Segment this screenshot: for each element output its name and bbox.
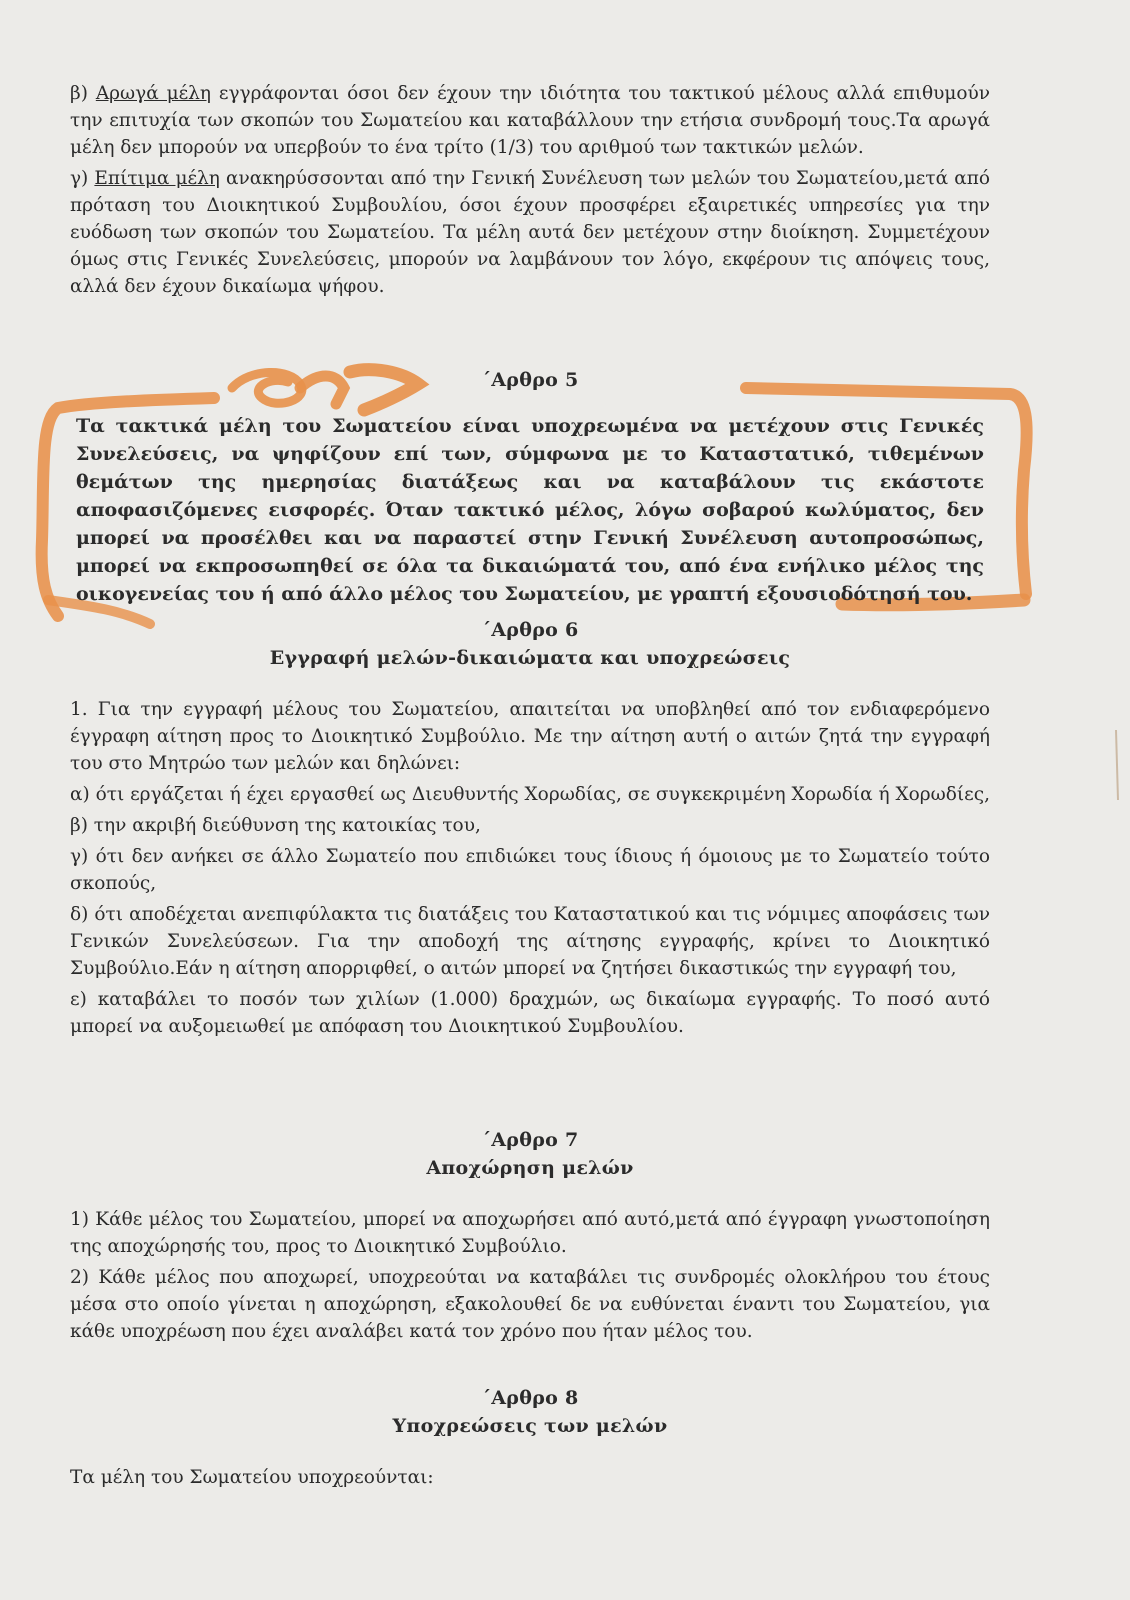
article-5-title: ΄Αρθρο 5 (481, 369, 579, 391)
gamma-label: γ) (70, 168, 89, 189)
article-7-title: ΄Αρθρο 7 (481, 1129, 579, 1151)
article-6-paragraph-1: 1. Για την εγγραφή μέλους του Σωματείου, απαιτείται να υποβληθεί από τον ενδιαφερόμενο έγγραφη αίτηση προς το Διοικητικό Συμβούλιο. Με την αίτηση αυτή ο αιτών ζητά την εγγραφή του στο Μητρώο των μελών και δηλώνει: (70, 699, 990, 774)
article-5-heading (70, 366, 990, 394)
article-7-heading (70, 1126, 990, 1182)
article-6-body (70, 696, 990, 1044)
article-8-title: ΄Αρθρο 8 (481, 1387, 579, 1409)
article-8-heading (70, 1384, 990, 1440)
gamma-text: ανακηρύσσονται από την Γενική Συνέλευση των μελών του Σωματείου,μετά από πρόταση του Διοικητικού Συμβουλίου, όσοι έχουν προσφέρει εξαιρετικές υπηρεσίες για την ευόδωση των σκοπών του Σωματείου. Τα μέλη αυτά δεν μετέχουν στην διοίκηση. Συμμετέχουν όμως στις Γενικές Συνελεύσεις, μπορούν να λαμβάνουν τον λόγο, εκφέρουν τις απόψεις τους, αλλά δεν έχουν δικαίωμα ψήφου. (70, 168, 991, 297)
article-7-subtitle: Αποχώρηση μελών (426, 1157, 634, 1179)
article-6-heading (70, 616, 990, 672)
article-6-item-b: β) την ακριβή διεύθυνση της κατοικίας του, (70, 815, 481, 836)
beta-text: εγγράφονται όσοι δεν έχουν την ιδιότητα του τακτικού μέλους αλλά επιθυμούν την επιτυχία των σκοπών του Σωματείου και καταβάλλουν την ετήσια συνδρομή τους.Τα αρωγά μέλη δεν μπορούν να υπερβούν το ένα τρίτο (1/3) του αριθμού των τακτικών μελών. (70, 83, 990, 158)
article-6-item-d: δ) ότι αποδέχεται ανεπιφύλακτα τις διατάξεις του Καταστατικού και τις νόμιμες αποφάσεις των Γενικών Συνελεύσεων. Για την αποδοχή της αίτησης εγγραφής, κρίνει το Διοικητικό Συμβούλιο.Εάν η αίτηση απορριφθεί, ο αιτών μπορεί να ζητήσει δικαστικώς την εγγραφή του, (70, 904, 990, 979)
article-5-body (76, 412, 984, 612)
gamma-term: Επίτιμα μέλη (94, 168, 220, 189)
member-categories-section (70, 80, 990, 304)
article-6-title: ΄Αρθρο 6 (481, 619, 579, 641)
beta-term: Αρωγά μέλη (95, 83, 211, 104)
paragraph-beta (70, 80, 990, 161)
article-8-intro: Τα μέλη του Σωματείου υποχρεούνται: (70, 1467, 434, 1488)
article-8-subtitle: Υποχρεώσεις των μελών (392, 1415, 668, 1437)
article-5-text: Τα τακτικά μέλη του Σωματείου είναι υποχρεωμένα να μετέχουν στις Γενικές Συνελεύσεις, να ψηφίζουν επί των, σύμφωνα με το Καταστατικό, τιθεμένων θεμάτων της ημερησίας διατάξεως και να καταβάλουν τις εκάστοτε αποφασιζόμενες εισφορές. Όταν τακτικό μέλος, λόγω σοβαρού κωλύματος, δεν μπορεί να προσέλθει και να παραστεί στην Γενική Συνέλευση αυτοπροσώπως, μπορεί να εκπροσωπηθεί σε όλα τα δικαιώματά του, από ένα ενήλικο μέλος της οικογενείας του ή από άλλο μέλος του Σωματείου, με γραπτή εξουσιοδότησή του. (76, 415, 984, 605)
article-7-paragraph-2: 2) Κάθε μέλος που αποχωρεί, υποχρεούται να καταβάλει τις συνδρομές ολοκλήρου του έτους μέσα στο οποίο γίνεται η αποχώρηση, εξακολουθεί δε να ευθύνεται έναντι του Σωματείου, για κάθε υποχρέωση που έχει αναλάβει κατά τον χρόνο που ήταν μέλος του. (70, 1267, 990, 1342)
article-6-item-e: ε) καταβάλει το ποσόν των χιλίων (1.000) δραχμών, ως δικαίωμα εγγραφής. Το ποσό αυτό μπορεί να αυξομειωθεί με απόφαση του Διοικητικού Συμβουλίου. (70, 989, 990, 1037)
article-7-paragraph-1: 1) Κάθε μέλος του Σωματείου, μπορεί να αποχωρήσει από αυτό,μετά από έγγραφη γνωστοποίηση της αποχώρησής του, προς το Διοικητικό Συμβούλιο. (70, 1209, 990, 1257)
beta-label: β) (70, 83, 88, 104)
article-6-subtitle: Εγγραφή μελών-δικαιώματα και υποχρεώσεις (269, 647, 791, 669)
article-6-item-c: γ) ότι δεν ανήκει σε άλλο Σωματείο που επιδιώκει τους ίδιους ή όμοιους με το Σωματείο τούτο σκοπούς, (70, 846, 990, 894)
article-6-item-a: α) ότι εργάζεται ή έχει εργασθεί ως Διευθυντής Χορωδίας, σε συγκεκριμένη Χορωδία ή Χορωδίες, (70, 784, 990, 805)
scan-edge-mark (1116, 730, 1118, 800)
article-7-body (70, 1206, 990, 1349)
paragraph-gamma (70, 165, 990, 300)
article-8-body (70, 1464, 990, 1495)
